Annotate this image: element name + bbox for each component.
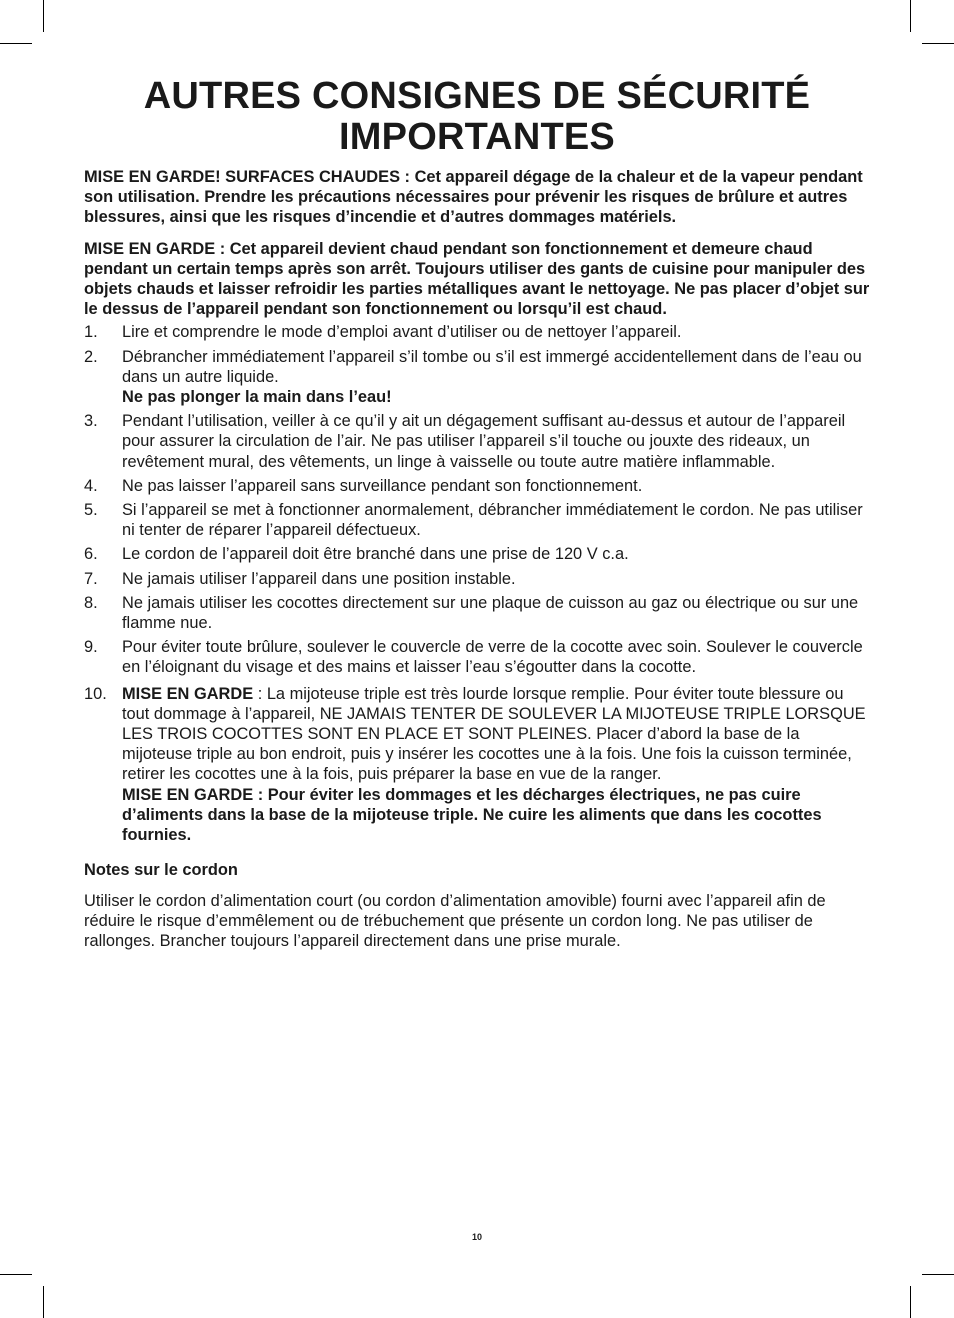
item-number: 9. xyxy=(84,638,98,657)
page-title xyxy=(84,76,870,158)
list-item xyxy=(84,411,872,472)
item-number: 1. xyxy=(84,323,98,342)
item-text: Si l’appareil se met à fonctionner anormalement, débrancher immédiatement le cordon. Ne pas utiliser ni tenter de réparer l’appareil défectueux. xyxy=(122,501,863,540)
item-number: 7. xyxy=(84,569,98,588)
item-text: Lire et comprendre le mode d’emploi avant d’utiliser ou de nettoyer l’appareil. xyxy=(122,323,682,342)
hot-surface-warning xyxy=(84,167,872,228)
item-text: Ne jamais utiliser l’appareil dans une position instable. xyxy=(122,569,516,588)
item-text: Pendant l’utilisation, veiller à ce qu’il y ait un dégagement suffisant au-dessus et autour de l’appareil pour assurer la circulation de l’air. Ne pas utiliser l’appareil s’il touche ou jouxte des rideaux, un revêtement mural, des vêtements, un linge à vaisselle ou toute autre matière inflammable. xyxy=(122,412,846,471)
title-line-1: AUTRES CONSIGNES DE SÉCURITÉ xyxy=(143,75,811,117)
list-item xyxy=(84,322,872,342)
item-number: 4. xyxy=(84,476,98,495)
list-item xyxy=(84,476,872,496)
crop-mark xyxy=(0,43,32,44)
item-text: Ne jamais utiliser les cocottes directement sur une plaque de cuisson au gaz ou électrique ou sur une flamme nue. xyxy=(122,593,859,633)
item-bold-text: MISE EN GARDE : Pour éviter les dommages et les décharges électriques, ne pas cuire d’aliments dans la base de la mijoteuse triple. Ne cuire les aliments que dans les cocottes fournies. xyxy=(122,785,822,845)
item-text: Pour éviter toute brûlure, soulever le couvercle de verre de la cocotte avec soin. Soulever le couvercle en l’éloignant du visage et des mains et laisser l’eau s’égoutter dans la cocotte. xyxy=(122,638,863,677)
item-number: 2. xyxy=(84,347,98,366)
hot-surface-label: MISE EN GARDE! SURFACES CHAUDES : xyxy=(84,168,411,186)
cord-notes-heading: Notes sur le cordon xyxy=(84,861,238,880)
item-number: 3. xyxy=(84,412,98,431)
list-item xyxy=(84,569,872,589)
caution-warning xyxy=(84,239,872,320)
item-label: MISE EN GARDE xyxy=(122,684,254,703)
list-item xyxy=(84,347,872,408)
item-text: Le cordon de l’appareil doit être branché dans une prise de 120 V c.a. xyxy=(122,545,629,564)
item-number: 5. xyxy=(84,501,98,520)
safety-list xyxy=(84,322,872,845)
list-item xyxy=(84,500,872,540)
title-line-2: IMPORTANTES xyxy=(339,116,615,158)
list-item xyxy=(84,593,872,633)
list-item xyxy=(84,684,872,846)
document-page xyxy=(84,76,872,968)
list-item xyxy=(84,544,872,564)
item-text: Débrancher immédiatement l’appareil s’il tombe ou s’il est immergé accidentellement dans de l’eau ou dans un autre liquide. xyxy=(122,347,862,386)
item-text: Ne pas laisser l’appareil sans surveillance pendant son fonctionnement. xyxy=(122,476,643,495)
hot-surface-text: Cet appareil dégage de la chaleur et de la vapeur pendant son utilisation. Prendre les précautions nécessaires pour prévenir les risques de brûlure et autres blessures, ainsi que les risques d’incendie et d’autres dommages matériels. xyxy=(84,168,863,227)
crop-mark xyxy=(922,1274,954,1275)
item-number: 8. xyxy=(84,593,98,612)
item-bold-text: Ne pas plonger la main dans l’eau! xyxy=(122,388,392,407)
crop-mark xyxy=(922,43,954,44)
page-number: 10 xyxy=(471,1232,482,1242)
list-item xyxy=(84,637,872,677)
item-number: 6. xyxy=(84,545,98,564)
crop-mark xyxy=(43,0,44,32)
crop-mark xyxy=(43,1286,44,1318)
crop-mark xyxy=(910,1286,911,1318)
item-number: 10. xyxy=(84,684,107,703)
item-text: : La mijoteuse triple est très lourde lorsque remplie. Pour éviter toute blessure ou tout dommage à l’appareil, NE JAMAIS TENTER DE SOULEVER LA MIJOTEUSE TRIPLE LORSQUE LES TROIS COCOTTES SONT EN PLACE ET SONT PLEINES. Placer d’abord la base de la mijoteuse triple au bon endroit, puis y insérer les cocottes une à la fois. Une fois la cuisson terminée, retirer les cocottes une à la fois, puis préparer la base en vue de la ranger. xyxy=(122,684,866,784)
caution-label: MISE EN GARDE : xyxy=(84,239,226,258)
cord-notes-text: Utiliser le cordon d’alimentation court (ou cordon d’alimentation amovible) fourni avec l’appareil afin de réduire le risque d’emmêlement ou de trébuchement que présente un cordon long. Ne pas utiliser de rallonges. Brancher toujours l’appareil directement dans une prise murale. xyxy=(84,891,826,950)
caution-text: Cet appareil devient chaud pendant son fonctionnement et demeure chaud pendant un certain temps après son arrêt. Toujours utiliser des gants de cuisine pour manipuler des objets chauds et laisser refroidir les parties métalliques avant le nettoyage. Ne pas placer d’objet sur le dessus de l’appareil pendant son fonctionnement ou lorsqu’il est chaud. xyxy=(84,239,870,319)
crop-mark xyxy=(0,1274,32,1275)
crop-mark xyxy=(910,0,911,32)
